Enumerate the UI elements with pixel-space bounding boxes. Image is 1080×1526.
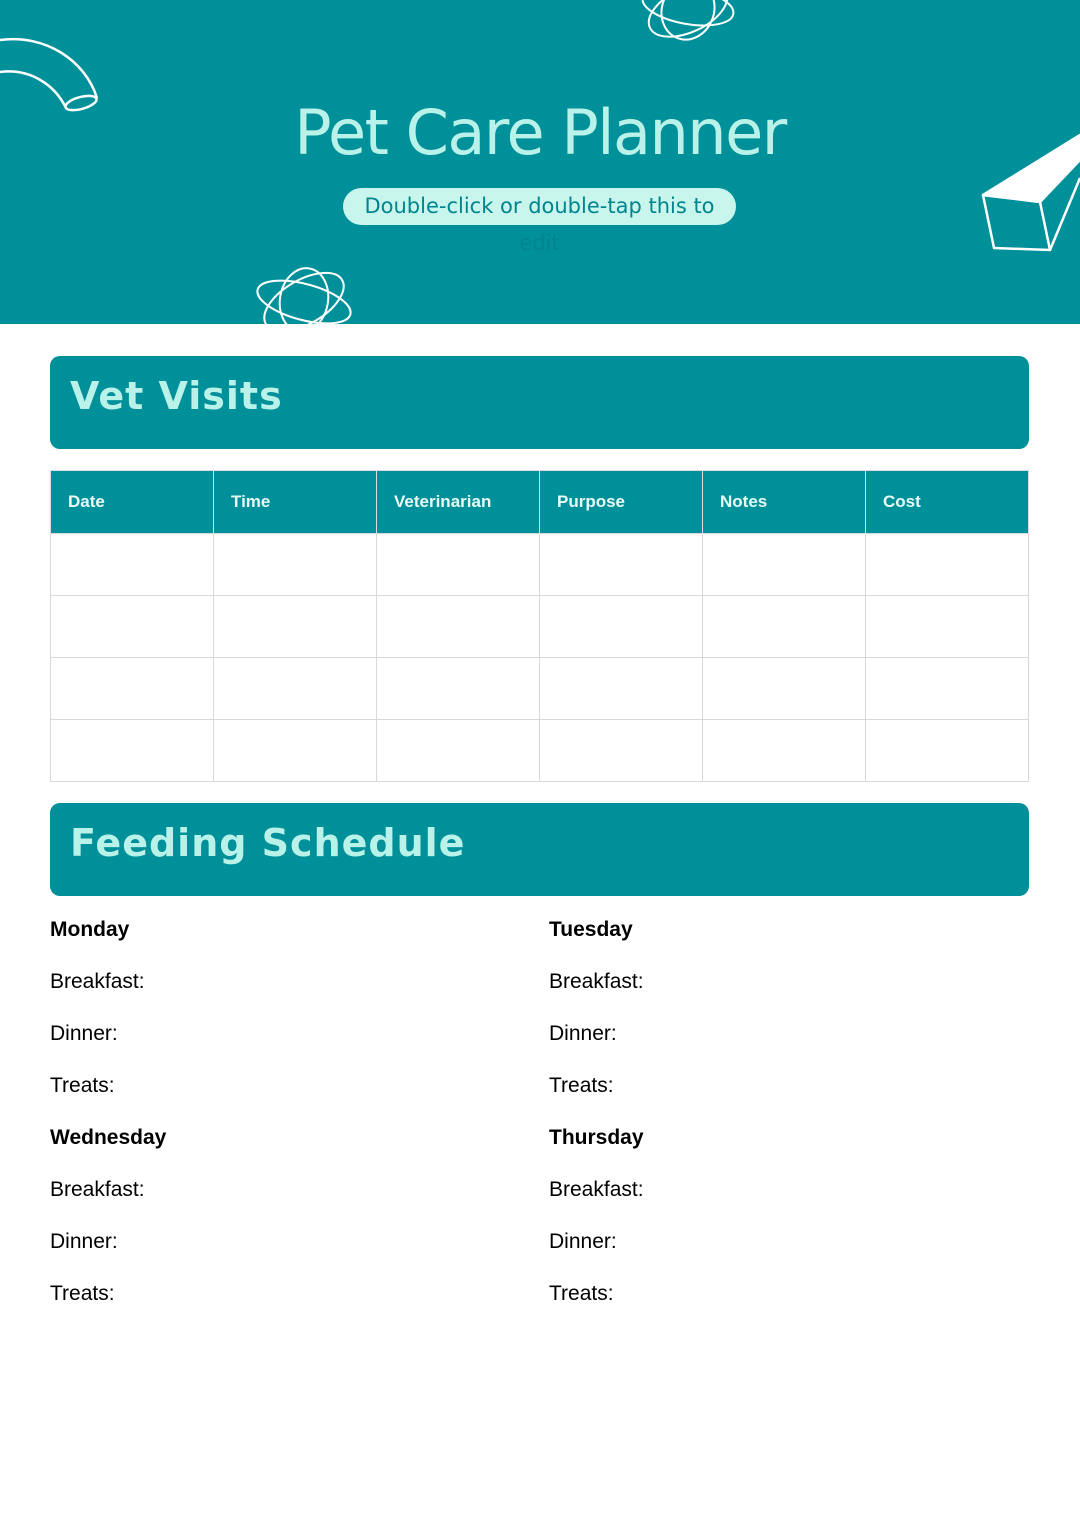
table-cell[interactable] xyxy=(51,596,214,658)
table-cell[interactable] xyxy=(214,658,377,720)
dinner-label[interactable]: Dinner: xyxy=(50,1022,118,1045)
atom-shape-icon xyxy=(640,0,737,48)
day-block-monday xyxy=(50,918,510,1126)
table-cell[interactable] xyxy=(703,596,866,658)
table-row xyxy=(51,534,1029,596)
table-cell[interactable] xyxy=(51,534,214,596)
table-cell[interactable] xyxy=(540,534,703,596)
column-header-time: Time xyxy=(214,471,377,534)
breakfast-label[interactable]: Breakfast: xyxy=(549,1178,644,1201)
breakfast-label[interactable]: Breakfast: xyxy=(50,1178,145,1201)
section-title: Vet Visits xyxy=(70,374,283,418)
day-block-tuesday xyxy=(549,918,1009,1126)
feeding-schedule-section-header xyxy=(50,803,1029,896)
table-cell[interactable] xyxy=(866,658,1029,720)
treats-label[interactable]: Treats: xyxy=(549,1074,614,1097)
breakfast-label[interactable]: Breakfast: xyxy=(549,970,644,993)
table-header-row xyxy=(51,471,1029,534)
day-name: Wednesday xyxy=(50,1126,167,1149)
day-name: Tuesday xyxy=(549,918,633,941)
day-name: Monday xyxy=(50,918,130,941)
treats-label[interactable]: Treats: xyxy=(50,1282,115,1305)
table-cell[interactable] xyxy=(214,720,377,782)
table-cell[interactable] xyxy=(866,720,1029,782)
table-cell[interactable] xyxy=(377,534,540,596)
table-row xyxy=(51,658,1029,720)
dinner-label[interactable]: Dinner: xyxy=(549,1022,617,1045)
table-cell[interactable] xyxy=(703,658,866,720)
table-cell[interactable] xyxy=(703,720,866,782)
table-cell[interactable] xyxy=(540,596,703,658)
treats-label[interactable]: Treats: xyxy=(50,1074,115,1097)
breakfast-label[interactable]: Breakfast: xyxy=(50,970,145,993)
table-cell[interactable] xyxy=(214,596,377,658)
table-cell[interactable] xyxy=(540,658,703,720)
table-cell[interactable] xyxy=(377,658,540,720)
dinner-label[interactable]: Dinner: xyxy=(50,1230,118,1253)
column-header-veterinarian: Veterinarian xyxy=(377,471,540,534)
table-cell[interactable] xyxy=(866,534,1029,596)
table-cell[interactable] xyxy=(51,658,214,720)
table-cell[interactable] xyxy=(214,534,377,596)
header-banner xyxy=(0,0,1080,324)
dinner-label[interactable]: Dinner: xyxy=(549,1230,617,1253)
table-row xyxy=(51,596,1029,658)
day-name: Thursday xyxy=(549,1126,644,1149)
vet-visits-section-header xyxy=(50,356,1029,449)
column-header-notes: Notes xyxy=(703,471,866,534)
column-header-date: Date xyxy=(51,471,214,534)
edit-hint-pill[interactable]: Double-click or double-tap this to edit xyxy=(343,188,736,225)
table-cell[interactable] xyxy=(51,720,214,782)
page-title: Pet Care Planner xyxy=(294,96,786,169)
column-header-cost: Cost xyxy=(866,471,1029,534)
atom-shape-icon xyxy=(253,261,355,324)
column-header-purpose: Purpose xyxy=(540,471,703,534)
table-cell[interactable] xyxy=(703,534,866,596)
treats-label[interactable]: Treats: xyxy=(549,1282,614,1305)
section-title: Feeding Schedule xyxy=(70,821,466,865)
day-block-thursday xyxy=(549,1126,1009,1334)
vet-visits-table xyxy=(50,470,1029,782)
table-cell[interactable] xyxy=(377,720,540,782)
table-cell[interactable] xyxy=(866,596,1029,658)
day-block-wednesday xyxy=(50,1126,510,1334)
table-cell[interactable] xyxy=(540,720,703,782)
table-cell[interactable] xyxy=(377,596,540,658)
table-row xyxy=(51,720,1029,782)
